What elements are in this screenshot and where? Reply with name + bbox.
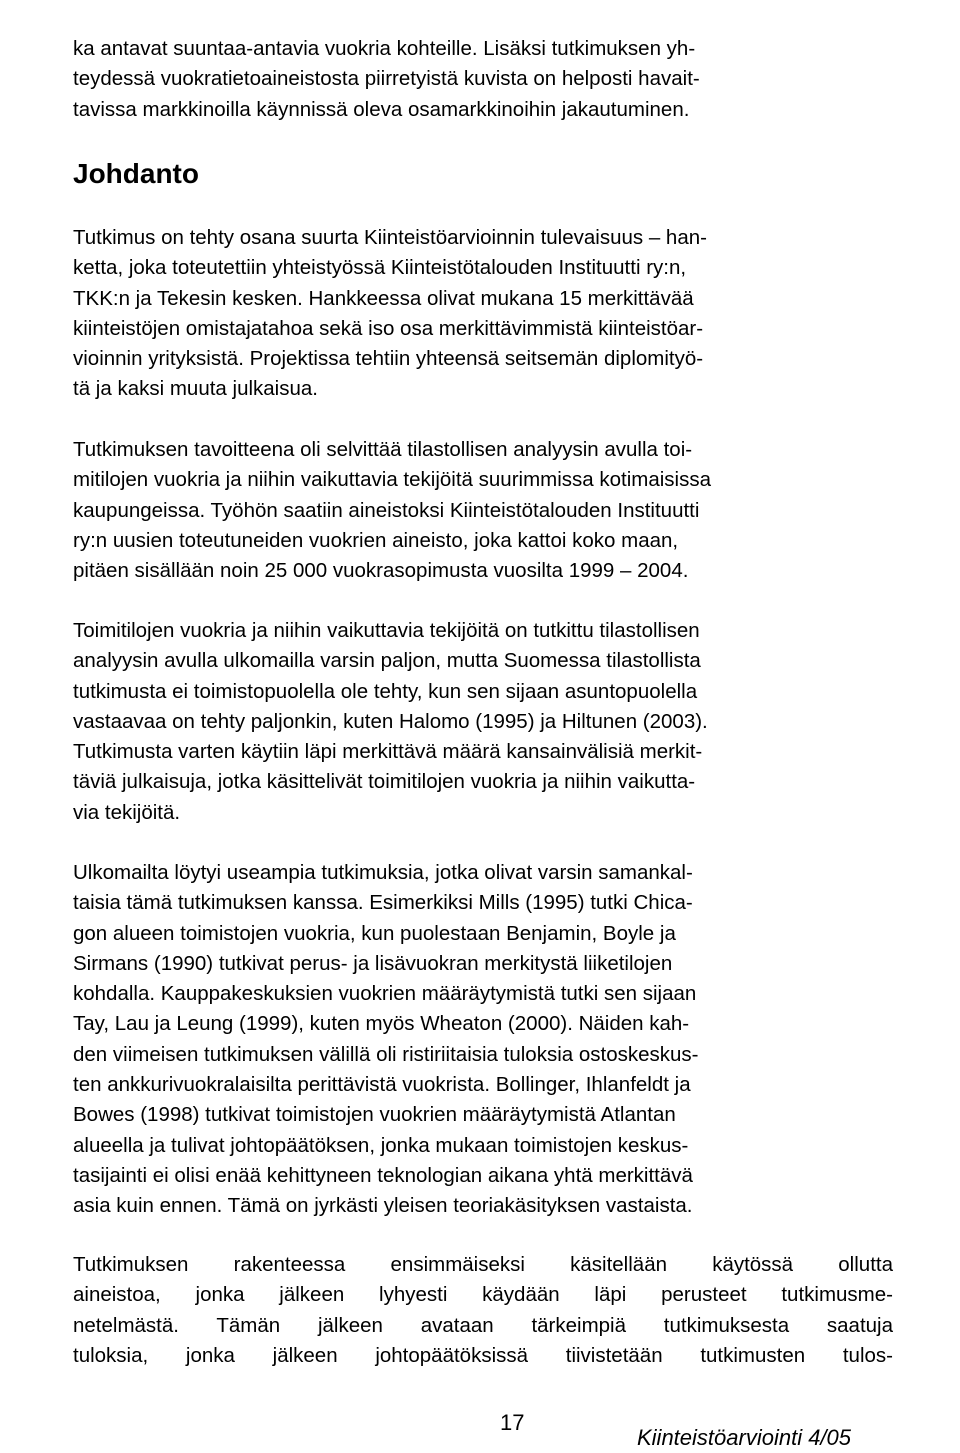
text-line: kiinteistöjen omistajatahoa sekä iso osa merkittävimmistä kiinteistöar-	[73, 316, 704, 340]
text-line: Tutkimuksen tavoitteena oli selvittää tilastollisen analyysin avulla toi-	[73, 438, 693, 461]
text-line: Ulkomailta löytyi useampia tutkimuksia, jotka olivat varsin samankal-	[73, 861, 693, 884]
text-line: vioinnin yrityksistä. Projektissa tehtiin yhteensä seitsemän diplomityö-	[73, 347, 704, 371]
text-line: vastaavaa on tehty paljonkin, kuten Halomo (1995) ja Hiltunen (2003).	[73, 709, 708, 733]
text-line: Tutkimus on tehty osana suurta Kiinteistöarvioinnin tulevaisuus – han-	[73, 226, 707, 249]
text-line: via tekijöitä.	[73, 800, 181, 824]
text-line: den viimeisen tutkimuksen välillä oli ristiriitaisia tuloksia ostoskeskus-	[73, 1042, 699, 1066]
text-line: Sirmans (1990) tutkivat perus- ja lisävuokran merkitystä liiketilojen	[73, 951, 673, 975]
text-line: pitäen sisällään noin 25 000 vuokrasopimusta vuosilta 1999 – 2004.	[73, 559, 689, 583]
text-line: taisia tämä tutkimuksen kanssa. Esimerkiksi Mills (1995) tutki Chica-	[73, 891, 693, 915]
body-paragraph-4	[73, 858, 893, 1222]
text-line: tavissa markkinoilla käynnissä oleva osamarkkinoihin jakautuminen.	[73, 97, 690, 121]
text-line: aineistoa, jonka jälkeen lyhyesti käydään läpi perusteet tutkimusme-	[73, 1283, 893, 1307]
text-line: tä ja kaksi muuta julkaisua.	[73, 377, 318, 401]
text-line: ten ankkurivuokralaisilta perittävistä vuokrista. Bollinger, Ihlanfeldt ja	[73, 1073, 691, 1097]
text-line: Tay, Lau ja Leung (1999), kuten myös Wheaton (2000). Näiden kah-	[73, 1012, 690, 1036]
text-line: teydessä vuokratietoaineistosta piirretyistä kuvista on helposti havait-	[73, 67, 700, 91]
section-heading: Johdanto	[73, 158, 199, 189]
text-line: gon alueen toimistojen vuokria, kun puolestaan Benjamin, Boyle ja	[73, 921, 676, 945]
text-line: ry:n uusien toteutuneiden vuokrien aineisto, joka kattoi koko maan,	[73, 528, 679, 552]
text-line: Bowes (1998) tutkivat toimistojen vuokrien määräytymistä Atlantan	[73, 1103, 676, 1127]
text-line: Toimitilojen vuokria ja niihin vaikuttavia tekijöitä on tutkittu tilastollisen	[73, 619, 700, 642]
journal-name: Kiinteistöarviointi 4/05	[637, 1425, 852, 1450]
text-line: tutkimusta ei toimistopuolella ole tehty, kun sen sijaan asuntopuolella	[73, 679, 698, 703]
text-line: tasijainti ei olisi enää kehittyneen teknologian aikana yhtä merkittävä	[73, 1163, 693, 1187]
text-line: alueella ja tulivat johtopäätöksen, jonka mukaan toimistojen keskus-	[73, 1133, 689, 1157]
text-line: asia kuin ennen. Tämä on jyrkästi yleisen teoriakäsityksen vastaista.	[73, 1194, 693, 1218]
text-line: täviä julkaisuja, jotka käsittelivät toimitilojen vuokria ja niihin vaikutta-	[73, 770, 696, 794]
text-line: analyysin avulla ulkomailla varsin paljon, mutta Suomessa tilastollista	[73, 649, 701, 673]
text-line: TKK:n ja Tekesin kesken. Hankkeessa olivat mukana 15 merkittävää	[73, 286, 694, 310]
text-line: ka antavat suuntaa-antavia vuokria kohteille. Lisäksi tutkimuksen yh-	[73, 37, 696, 60]
text-line: netelmästä. Tämän jälkeen avataan tärkeimpiä tutkimuksesta saatuja	[73, 1313, 893, 1337]
text-line: kaupungeissa. Työhön saatiin aineistoksi Kiinteistötalouden Instituutti	[73, 498, 700, 522]
body-paragraph-1	[73, 223, 893, 405]
text-line: Tutkimuksen rakenteessa ensimmäiseksi käsitellään käytössä ollutta	[73, 1253, 893, 1276]
text-line: Tutkimusta varten käytiin läpi merkittävä määrä kansainvälisiä merkit-	[73, 740, 703, 764]
text-line: mitilojen vuokria ja niihin vaikuttavia tekijöitä suurimmissa kotimaisissa	[73, 468, 712, 492]
page-number: 17	[500, 1410, 525, 1435]
body-paragraph-3	[73, 616, 893, 828]
text-line: kohdalla. Kauppakeskuksien vuokrien määräytymistä tutki sen sijaan	[73, 982, 697, 1006]
body-paragraph-5	[73, 1250, 893, 1371]
text-line: tuloksia, jonka jälkeen johtopäätöksissä tiivistetään tutkimusten tulos-	[73, 1343, 893, 1367]
intro-paragraph	[73, 34, 893, 125]
text-line: ketta, joka toteutettiin yhteistyössä Kiinteistötalouden Instituutti ry:n,	[73, 256, 687, 280]
body-paragraph-2	[73, 435, 893, 586]
